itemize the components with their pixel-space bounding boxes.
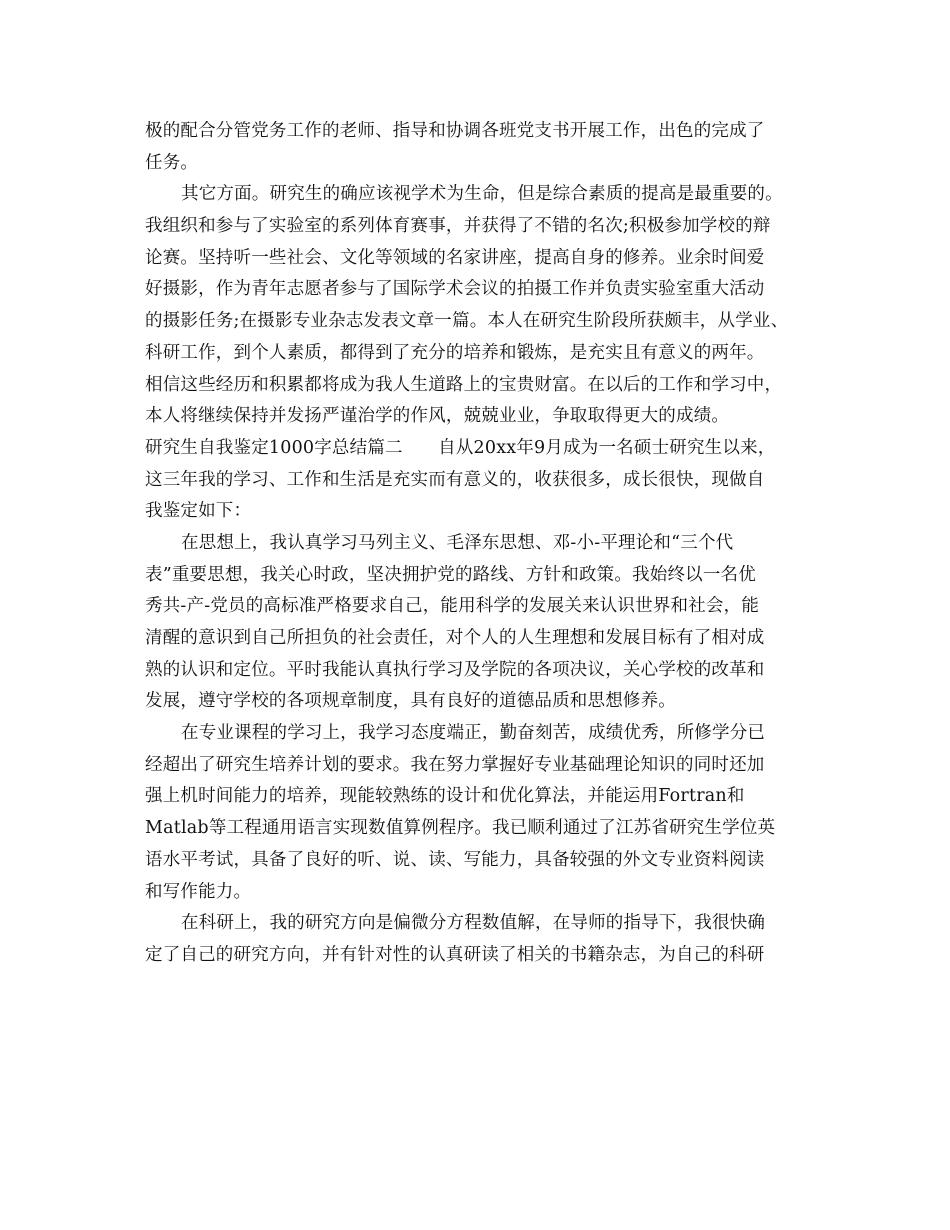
text-line: 任务。 [145, 152, 199, 173]
document-body [145, 116, 825, 972]
text-line: 定了自己的研究方向，并有针对性的认真研读了相关的书籍杂志，为自己的科研 [145, 944, 765, 965]
text-line: 语水平考试，具备了良好的听、说、读、写能力，具备较强的外文专业资料阅读 [145, 849, 765, 870]
text-line: 清醒的意识到自己所担负的社会责任，对个人的人生理想和发展目标有了相对成 [145, 628, 765, 648]
text-line: 我组织和参与了实验室的系列体育赛事，并获得了不错的名次;积极参加学校的辩 [145, 216, 771, 237]
text-line: 研究生自我鉴定1000字总结篇二 自从20xx年9月成为一名硕士研究生以来， [145, 437, 776, 458]
text-line: 这三年我的学习、工作和生活是充实而有意义的，收获很多，成长很快，现做自 [145, 469, 765, 490]
text-line: 和写作能力。 [145, 881, 252, 902]
text-line: 极的配合分管党务工作的老师、指导和协调各班党支书开展工作，出色的完成了 [145, 121, 765, 141]
text-line: 的摄影任务;在摄影专业杂志发表文章一篇。本人在研究生阶段所获颇丰，从学业、 [145, 311, 789, 332]
text-line: 相信这些经历和积累都将成为我人生道路上的宝贵财富。在以后的工作和学习中， [145, 374, 783, 395]
text-line: 其它方面。研究生的确应该视学术为生命，但是综合素质的提高是最重要的。 [181, 184, 783, 205]
text-line: 我鉴定如下： [145, 501, 252, 522]
text-line: Matlab等工程通用语言实现数值算例程序。我已顺利通过了江苏省研究生学位英 [145, 818, 776, 839]
text-line: 好摄影，作为青年志愿者参与了国际学术会议的拍摄工作并负责实验室重大活动 [145, 279, 765, 300]
text-line: 表”重要思想，我关心时政，坚决拥护党的路线、方针和政策。我始终以一名优 [145, 564, 756, 585]
text-line: 本人将继续保持并发扬严谨治学的作风，兢兢业业，争取取得更大的成绩。 [145, 406, 730, 427]
text-line: 在思想上，我认真学习马列主义、毛泽东思想、邓-小-平理论和“三个代 [181, 532, 734, 553]
text-line: 秀共-产-党员的高标准严格要求自己，能用科学的发展关来认识世界和社会，能 [145, 596, 760, 617]
text-line: 强上机时间能力的培养，现能较熟练的设计和优化算法，并能运用Fortran和 [145, 786, 745, 807]
text-line: 熟的认识和定位。平时我能认真执行学习及学院的各项决议，关心学校的改革和 [145, 659, 765, 680]
text-line: 经超出了研究生培养计划的要求。我在努力掌握好专业基础理论知识的同时还加 [145, 754, 765, 775]
text-line: 在专业课程的学习上，我学习态度端正，勤奋刻苦，成绩优秀，所修学分已 [181, 723, 766, 744]
text-line: 科研工作，到个人素质，都得到了充分的培养和锻炼，是充实且有意义的两年。 [145, 342, 765, 363]
text-line: 发展，遵守学校的各项规章制度，具有良好的道德品质和思想修养。 [145, 691, 676, 712]
text-line: 在科研上，我的研究方向是偏微分方程数值解，在导师的指导下，我很快确 [181, 913, 766, 934]
text-line: 论赛。坚持听一些社会、文化等领域的名家讲座，提高自身的修养。业余时间爱 [145, 247, 765, 268]
